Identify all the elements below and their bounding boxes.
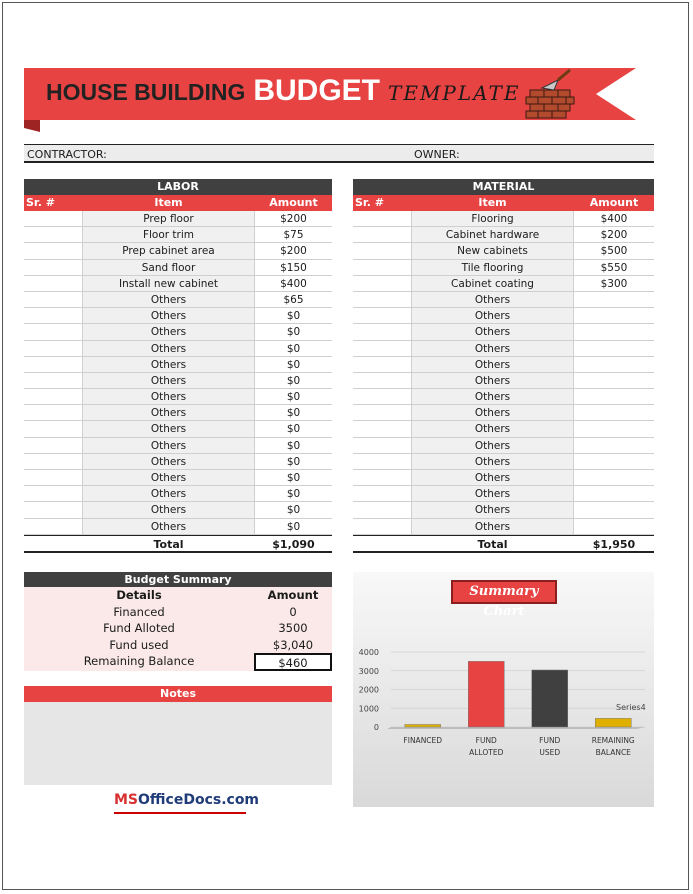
labor-amount-cell[interactable]: $150 [280, 261, 307, 274]
notes-area[interactable] [24, 702, 332, 785]
material-amount-cell[interactable] [574, 389, 654, 404]
labor-sr-cell[interactable] [24, 470, 82, 485]
budget-summary-title: Budget Summary [24, 572, 332, 587]
labor-amount-cell[interactable]: $0 [286, 358, 301, 371]
material-total-row [353, 535, 654, 553]
material-row [353, 308, 654, 324]
material-amount-cell[interactable] [574, 292, 654, 307]
budget-summary-header [24, 587, 332, 604]
chart-x-tick-label: FUND [475, 736, 497, 745]
labor-amount-cell[interactable]: $0 [286, 520, 301, 533]
labor-amount-cell[interactable]: $0 [286, 455, 301, 468]
title-budget: BUDGET [253, 74, 381, 107]
labor-row [24, 308, 332, 324]
summary-row-fund-used [24, 637, 332, 654]
labor-item-cell[interactable]: Floor trim [82, 227, 255, 242]
labor-row [24, 454, 332, 470]
labor-row [24, 341, 332, 357]
labor-sr-cell[interactable] [24, 405, 82, 420]
material-row [353, 486, 654, 502]
material-amount-cell[interactable] [574, 519, 654, 534]
chart-bar [595, 718, 631, 727]
msofficedocs-logo [114, 788, 260, 814]
material-row [353, 519, 654, 535]
labor-sr-cell[interactable] [24, 308, 82, 323]
labor-column-headers [24, 195, 332, 211]
material-sr-cell[interactable] [353, 243, 411, 258]
labor-amount-cell[interactable]: $0 [286, 504, 301, 517]
labor-sr-cell[interactable] [24, 438, 82, 453]
material-col-item: Item [478, 196, 507, 209]
labor-item-cell[interactable]: Others [82, 421, 255, 436]
material-amount-cell[interactable] [574, 373, 654, 388]
labor-item-cell[interactable]: Others [82, 519, 255, 534]
material-row [353, 227, 654, 243]
material-item-cell[interactable]: Others [411, 519, 574, 534]
contractor-owner-row [24, 144, 654, 163]
labor-amount-cell[interactable]: $0 [286, 326, 301, 339]
material-amount-cell[interactable]: $200 [600, 229, 628, 242]
summary-amount: 3500 [278, 621, 308, 635]
material-row [353, 341, 654, 357]
material-sr-cell[interactable] [353, 308, 411, 323]
summary-row-remaining-balance [24, 653, 332, 671]
material-amount-cell[interactable] [574, 324, 654, 339]
labor-amount-cell[interactable]: $0 [286, 407, 301, 420]
labor-sr-cell[interactable] [24, 243, 82, 258]
summary-detail: Fund used [109, 637, 169, 652]
labor-col-amount: Amount [269, 196, 318, 209]
title-banner [24, 64, 636, 134]
labor-title: LABOR [24, 179, 332, 195]
labor-item-cell[interactable]: Prep floor [82, 211, 255, 226]
material-amount-cell[interactable] [574, 357, 654, 372]
brick-trowel-icon [524, 68, 578, 120]
labor-item-cell[interactable]: Others [82, 454, 255, 469]
material-row [353, 454, 654, 470]
material-amount-cell[interactable]: $300 [600, 277, 628, 290]
summary-chart[interactable] [353, 572, 654, 807]
labor-sr-cell[interactable] [24, 454, 82, 469]
material-sr-cell[interactable] [353, 373, 411, 388]
material-total-value: $1,950 [592, 537, 636, 551]
material-sr-cell[interactable] [353, 227, 411, 242]
chart-y-tick-label: 3000 [358, 666, 379, 676]
material-sr-cell[interactable] [353, 502, 411, 517]
chart-y-tick-label: 4000 [358, 648, 379, 657]
chart-x-tick-label: USED [539, 748, 561, 757]
summary-row-fund-alloted [24, 620, 332, 637]
chart-x-tick-label: BALANCE [595, 748, 631, 757]
material-item-cell[interactable]: Others [411, 470, 574, 485]
labor-amount-cell[interactable]: $0 [286, 310, 301, 323]
material-amount-cell[interactable] [574, 405, 654, 420]
material-amount-cell[interactable] [574, 486, 654, 501]
material-item-cell[interactable]: Tile flooring [411, 260, 574, 275]
labor-item-cell[interactable]: Others [82, 502, 255, 517]
labor-sr-cell[interactable] [24, 260, 82, 275]
material-row [353, 276, 654, 292]
material-item-cell[interactable]: Cabinet hardware [411, 227, 574, 242]
labor-item-cell[interactable]: Others [82, 389, 255, 404]
labor-item-cell[interactable]: Sand floor [82, 260, 255, 275]
material-item-cell[interactable]: New cabinets [411, 243, 574, 258]
labor-total-row [24, 535, 332, 553]
chart-x-tick-label: REMAINING [591, 736, 635, 745]
labor-amount-cell[interactable]: $0 [286, 472, 301, 484]
banner-title [46, 74, 520, 108]
labor-amount-cell[interactable]: $0 [286, 439, 301, 452]
material-amount-cell[interactable] [574, 454, 654, 469]
chart-plot [353, 572, 654, 807]
material-sr-cell[interactable] [353, 405, 411, 420]
material-row [353, 373, 654, 389]
chart-floor [387, 727, 645, 729]
material-row [353, 502, 654, 518]
labor-item-cell[interactable]: Others [82, 308, 255, 323]
labor-item-cell[interactable]: Others [82, 292, 255, 307]
material-item-cell[interactable]: Others [411, 389, 574, 404]
material-amount-cell[interactable]: $550 [600, 261, 628, 274]
labor-item-cell[interactable]: Others [82, 486, 255, 501]
material-row [353, 357, 654, 373]
labor-amount-cell[interactable]: $200 [280, 245, 307, 258]
labor-sr-cell[interactable] [24, 211, 82, 226]
notes-title: Notes [24, 686, 332, 702]
labor-row [24, 211, 332, 227]
labor-row [24, 438, 332, 454]
labor-amount-cell[interactable]: $0 [286, 374, 301, 387]
summary-col-amount: Amount [267, 588, 319, 602]
material-row [353, 421, 654, 437]
material-row [353, 243, 654, 259]
labor-row [24, 389, 332, 405]
labor-sr-cell[interactable] [24, 519, 82, 534]
material-sr-cell[interactable] [353, 341, 411, 356]
chart-x-tick-label: FUND [539, 736, 561, 745]
material-item-cell[interactable]: Others [411, 421, 574, 436]
labor-amount-cell[interactable]: $0 [286, 423, 301, 436]
summary-amount-selected-cell[interactable]: $460 [254, 653, 332, 671]
material-amount-cell[interactable] [574, 421, 654, 436]
material-sr-cell[interactable] [353, 276, 411, 291]
material-sr-cell[interactable] [353, 324, 411, 339]
chart-y-tick-label: 2000 [358, 685, 379, 695]
material-row [353, 405, 654, 421]
owner-label: OWNER: [414, 148, 460, 161]
labor-amount-cell[interactable]: $0 [286, 342, 301, 355]
material-item-cell[interactable]: Others [411, 341, 574, 356]
material-item-cell[interactable]: Others [411, 292, 574, 307]
labor-row [24, 502, 332, 518]
labor-sr-cell[interactable] [24, 292, 82, 307]
labor-item-cell[interactable]: Others [82, 470, 255, 485]
labor-item-cell[interactable]: Others [82, 373, 255, 388]
material-item-cell[interactable]: Others [411, 308, 574, 323]
summary-detail: Financed [113, 604, 165, 619]
material-sr-cell[interactable] [353, 292, 411, 307]
material-row [353, 292, 654, 308]
labor-table [24, 179, 332, 553]
labor-amount-cell[interactable]: $65 [283, 293, 304, 306]
labor-item-cell[interactable]: Others [82, 324, 255, 339]
material-sr-cell[interactable] [353, 389, 411, 404]
labor-amount-cell[interactable]: $0 [286, 488, 301, 501]
material-sr-cell[interactable] [353, 519, 411, 534]
labor-item-cell[interactable]: Install new cabinet [82, 276, 255, 291]
material-sr-cell[interactable] [353, 470, 411, 485]
logo-officedocs: OfficeDocs.com [138, 792, 260, 808]
labor-col-sr: Sr. # [26, 196, 56, 209]
material-sr-cell[interactable] [353, 211, 411, 226]
chart-x-tick-label: ALLOTED [469, 748, 504, 757]
summary-detail: Fund Alloted [103, 621, 175, 635]
material-title: MATERIAL [353, 179, 654, 195]
material-table [353, 179, 654, 553]
labor-amount-cell[interactable]: $400 [280, 277, 307, 290]
labor-sr-cell[interactable] [24, 357, 82, 372]
material-item-cell[interactable]: Cabinet coating [411, 276, 574, 291]
chart-x-tick-label: FINANCED [403, 736, 443, 745]
material-amount-cell[interactable] [574, 470, 654, 485]
material-sr-cell[interactable] [353, 421, 411, 436]
chart-y-tick-label: 1000 [358, 704, 379, 714]
material-col-amount: Amount [589, 196, 639, 209]
labor-row [24, 227, 332, 243]
material-amount-cell[interactable] [574, 308, 654, 323]
labor-sr-cell[interactable] [24, 389, 82, 404]
summary-amount: $3,040 [272, 637, 314, 652]
chart-bar [532, 670, 568, 727]
material-amount-cell[interactable] [574, 502, 654, 517]
labor-item-cell[interactable]: Others [82, 357, 255, 372]
material-item-cell[interactable]: Flooring [411, 211, 574, 226]
material-row [353, 470, 654, 486]
labor-row [24, 324, 332, 340]
material-item-cell[interactable]: Others [411, 438, 574, 453]
labor-sr-cell[interactable] [24, 373, 82, 388]
chart-bar [405, 725, 441, 728]
material-sr-cell[interactable] [353, 486, 411, 501]
labor-row [24, 405, 332, 421]
material-column-headers [353, 195, 654, 211]
labor-amount-cell[interactable]: $0 [286, 391, 301, 404]
labor-total-value: $1,090 [272, 537, 315, 551]
labor-sr-cell[interactable] [24, 276, 82, 291]
material-row [353, 211, 654, 227]
labor-amount-cell[interactable]: $200 [280, 213, 307, 225]
logo-ms: MS [114, 792, 139, 808]
labor-item-cell[interactable]: Others [82, 405, 255, 420]
chart-bar [468, 661, 504, 727]
material-row [353, 260, 654, 276]
chart-y-tick-label: 0 [373, 723, 379, 732]
material-rows [353, 211, 654, 535]
summary-row-financed [24, 604, 332, 621]
labor-row [24, 260, 332, 276]
summary-col-details: Details [116, 588, 162, 602]
summary-detail: Remaining Balance [83, 654, 195, 668]
material-item-cell[interactable]: Others [411, 357, 574, 372]
labor-sr-cell[interactable] [24, 324, 82, 339]
notes-section [24, 686, 332, 785]
material-item-cell[interactable]: Others [411, 502, 574, 517]
labor-sr-cell[interactable] [24, 227, 82, 242]
labor-item-cell[interactable]: Prep cabinet area [82, 243, 255, 258]
labor-sr-cell[interactable] [24, 421, 82, 436]
material-col-sr: Sr. # [355, 196, 385, 209]
material-amount-cell[interactable] [574, 438, 654, 453]
contractor-label: CONTRACTOR: [27, 148, 107, 161]
labor-row [24, 470, 332, 486]
labor-total-label: Total [153, 537, 184, 551]
labor-item-cell[interactable]: Others [82, 438, 255, 453]
title-template: TEMPLATE [388, 81, 521, 105]
material-amount-cell[interactable]: $500 [600, 245, 628, 258]
labor-row [24, 357, 332, 373]
material-total-label: Total [477, 537, 508, 551]
material-row [353, 324, 654, 340]
material-sr-cell[interactable] [353, 357, 411, 372]
material-amount-cell[interactable] [574, 341, 654, 356]
labor-item-cell[interactable]: Others [82, 341, 255, 356]
labor-sr-cell[interactable] [24, 341, 82, 356]
labor-row [24, 486, 332, 502]
labor-row [24, 243, 332, 259]
material-item-cell[interactable]: Others [411, 454, 574, 469]
labor-amount-cell[interactable]: $75 [283, 229, 304, 242]
material-item-cell[interactable]: Others [411, 405, 574, 420]
labor-row [24, 519, 332, 535]
material-item-cell[interactable]: Others [411, 373, 574, 388]
labor-rows [24, 211, 332, 535]
material-amount-cell[interactable]: $400 [600, 213, 628, 225]
labor-col-item: Item [154, 196, 183, 209]
labor-row [24, 373, 332, 389]
title-house-building: HOUSE BUILDING [46, 79, 246, 105]
chart-title: Summary Chart [451, 580, 557, 604]
budget-summary-body [24, 587, 332, 671]
labor-row [24, 421, 332, 437]
summary-amount: 0 [289, 604, 297, 619]
labor-row [24, 276, 332, 292]
labor-sr-cell[interactable] [24, 502, 82, 517]
labor-sr-cell[interactable] [24, 486, 82, 501]
material-sr-cell[interactable] [353, 438, 411, 453]
material-item-cell[interactable]: Others [411, 324, 574, 339]
material-row [353, 438, 654, 454]
material-sr-cell[interactable] [353, 454, 411, 469]
budget-summary [24, 572, 332, 671]
chart-series-label: Series4 [616, 703, 646, 712]
material-item-cell[interactable]: Others [411, 486, 574, 501]
material-sr-cell[interactable] [353, 260, 411, 275]
labor-row [24, 292, 332, 308]
material-row [353, 389, 654, 405]
